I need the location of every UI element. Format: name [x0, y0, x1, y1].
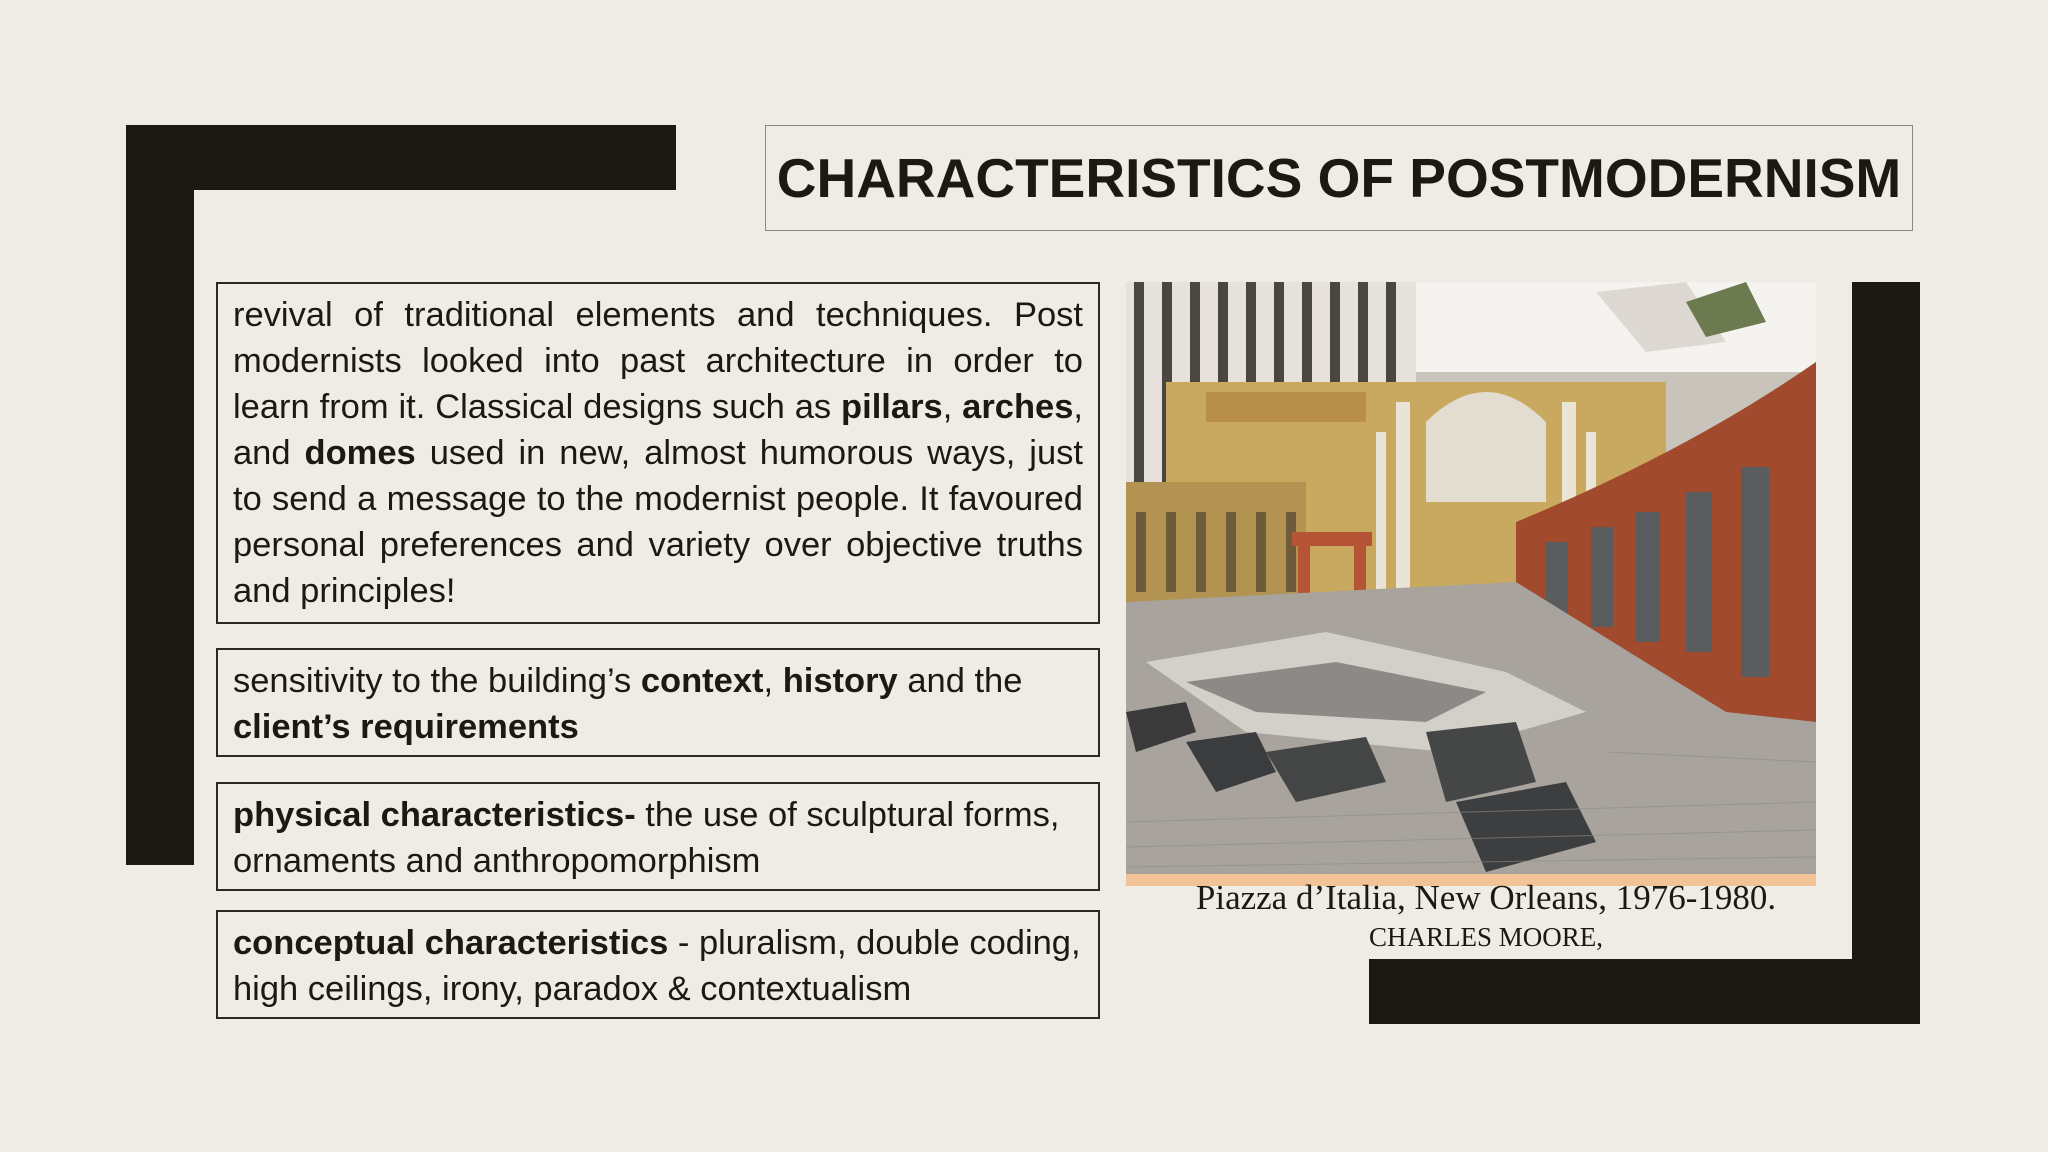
- photo-credit: CHARLES MOORE,: [1368, 922, 1604, 952]
- revival-text-1: revival of traditional elements and techniques. Post modernists looked into past architecture in order to learn from it. Classical designs such as: [233, 296, 1083, 426]
- keyword-context: context: [640, 662, 764, 700]
- text-box-revival: [216, 282, 1100, 624]
- piazza-photo: [1126, 282, 1816, 874]
- revival-text-4: used in new, almost humorous ways, just to send a message to the modernist people. It favoured personal preferences and variety over objective truths and principles!: [233, 434, 1083, 610]
- title-box: [765, 125, 1913, 231]
- text-box-conceptual: [216, 910, 1100, 1019]
- photo-caption: Piazza d’Italia, New Orleans, 1976-1980.: [1195, 878, 1777, 917]
- revival-text-3: , and: [233, 388, 1084, 472]
- keyword-history: history: [782, 662, 898, 700]
- conceptual-text: - pluralism, double coding, high ceilings, irony, paradox & contextualism: [233, 924, 1081, 1008]
- sensitivity-text-1: sensitivity to the building’s: [233, 662, 641, 700]
- keyword-conceptual-characteristics: conceptual characteristics: [233, 924, 669, 962]
- text-box-physical: [216, 782, 1100, 891]
- keyword-client-requirements: client’s requirements: [233, 708, 579, 746]
- keyword-arches: arches: [962, 388, 1074, 426]
- sensitivity-text-3: and the: [897, 662, 1023, 700]
- keyword-physical-characteristics: physical characteristics-: [233, 796, 636, 834]
- slide-title: CHARACTERISTICS OF POSTMODERNISM: [776, 147, 1902, 209]
- revival-text-2: ,: [942, 388, 963, 426]
- sensitivity-text-2: ,: [763, 662, 783, 700]
- keyword-domes: domes: [304, 434, 416, 472]
- keyword-pillars: pillars: [841, 388, 943, 426]
- text-box-sensitivity: [216, 648, 1100, 757]
- physical-text: the use of sculptural forms, ornaments and anthropomorphism: [233, 796, 1060, 880]
